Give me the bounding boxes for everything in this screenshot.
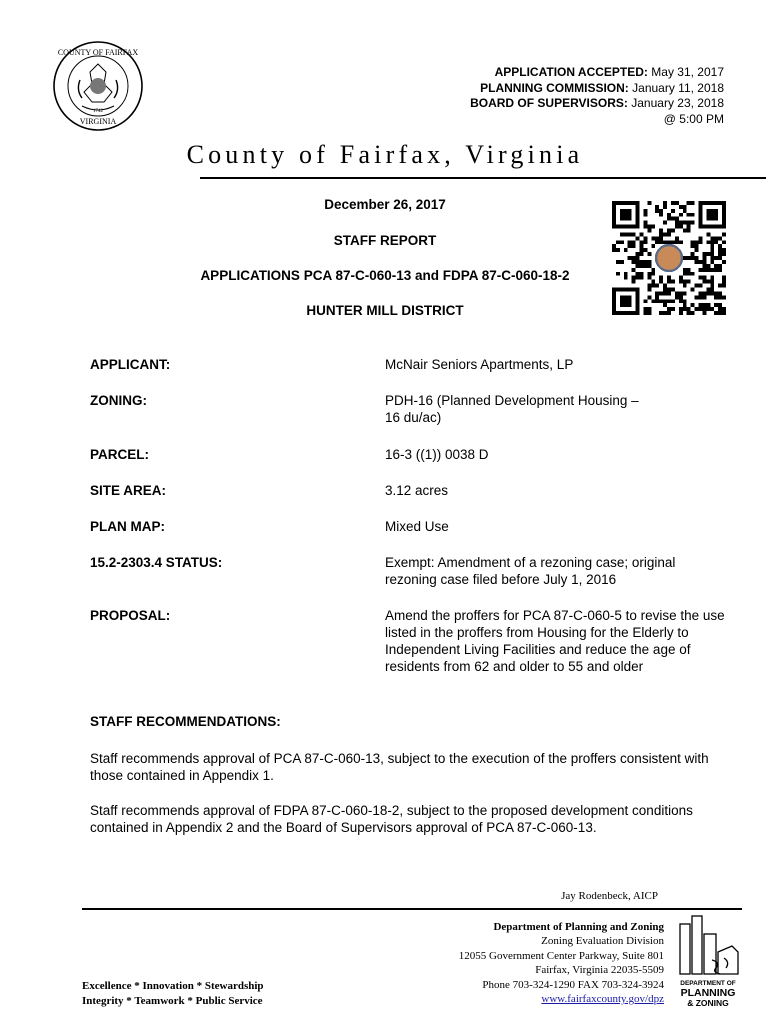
signature: Jay Rodenbeck, AICP <box>561 890 658 902</box>
accepted-date: May 31, 2017 <box>651 65 724 79</box>
dpz-logo-icon <box>672 912 744 1008</box>
recommendation-2: Staff recommends approval of FDPA 87-C-060-18-2, subject to the proposed development conditions contained in Appendix 2 and the Board of Supervisors approval of PCA 87-C-060-13. <box>90 803 693 835</box>
motto <box>82 979 264 1008</box>
zoning-label: ZONING: <box>90 393 147 408</box>
site-area-label: SITE AREA: <box>90 483 167 498</box>
zoning-value: PDH-16 (Planned Development Housing – 16 du/ac) <box>385 393 639 425</box>
division-name: Zoning Evaluation Division <box>541 935 664 948</box>
applications-title: APPLICATIONS PCA 87-C-060-13 and FDPA 87-C-060-18-2 <box>200 268 570 283</box>
svg-text:VIRGINIA: VIRGINIA <box>79 117 117 126</box>
logo-line-3: & ZONING <box>687 998 729 1008</box>
plan-map-value: Mixed Use <box>385 519 449 534</box>
department-name: Department of Planning and Zoning <box>493 921 664 933</box>
phone-fax: Phone 703-324-1290 FAX 703-324-3924 <box>482 978 664 991</box>
hearing-time: @ 5:00 PM <box>663 111 724 126</box>
plan-map-label: PLAN MAP: <box>90 519 165 534</box>
website-link[interactable]: www.fairfaxcounty.gov/dpz <box>541 993 664 1006</box>
proposal-value: Amend the proffers for PCA 87-C-060-5 to revise the use listed in the proffers from Housing for the Elderly to Independent Living Facilities and reduce the age of residents from 62 and older to 55 and older <box>385 608 725 674</box>
county-seal-icon <box>52 40 144 132</box>
svg-text:1742: 1742 <box>93 109 103 114</box>
address-line-1: 12055 Government Center Parkway, Suite 801 <box>458 949 664 962</box>
qr-code-icon <box>612 200 726 316</box>
report-date: December 26, 2017 <box>324 197 446 212</box>
title-rule <box>200 177 766 179</box>
district-title: HUNTER MILL DISTRICT <box>306 303 464 318</box>
logo-line-2: PLANNING <box>680 987 736 999</box>
report-title: STAFF REPORT <box>333 233 437 248</box>
planning-commission-date: January 11, 2018 <box>632 80 724 95</box>
county-title: County of Fairfax, Virginia <box>186 140 584 169</box>
board-of-supervisors-label: BOARD OF SUPERVISORS: <box>470 96 628 110</box>
svg-text:COUNTY OF FAIRFAX: COUNTY OF FAIRFAX <box>57 48 139 57</box>
planning-commission-label: PLANNING COMMISSION: <box>480 80 629 95</box>
footer-rule <box>82 908 742 910</box>
parcel-label: PARCEL: <box>90 447 149 462</box>
logo-line-1: DEPARTMENT OF <box>680 980 736 987</box>
motto-line-1: Excellence * Innovation * Stewardship <box>82 980 264 992</box>
address-line-2: Fairfax, Virginia 22035-5509 <box>535 964 664 977</box>
proposal-label: PROPOSAL: <box>90 608 171 623</box>
board-of-supervisors-date: January 23, 2018 <box>631 96 724 110</box>
department-block <box>459 920 664 1006</box>
status-value: Exempt: Amendment of a rezoning case; original rezoning case filed before July 1, 2016 <box>385 555 676 587</box>
recommendation-1: Staff recommends approval of PCA 87-C-060-13, subject to the execution of the proffers consistent with those contained in Appendix 1. <box>90 751 709 783</box>
status-label: 15.2-2303.4 STATUS: <box>90 555 223 570</box>
parcel-value: 16-3 ((1)) 0038 D <box>385 447 489 462</box>
applicant-value: McNair Seniors Apartments, LP <box>385 357 574 372</box>
site-area-value: 3.12 acres <box>385 483 449 498</box>
hearing-dates <box>470 65 724 127</box>
accepted-label: APPLICATION ACCEPTED: <box>494 65 648 79</box>
recommendations-heading: STAFF RECOMMENDATIONS: <box>90 714 281 729</box>
motto-line-2: Integrity * Teamwork * Public Service <box>82 994 263 1007</box>
applicant-label: APPLICANT: <box>90 357 171 372</box>
